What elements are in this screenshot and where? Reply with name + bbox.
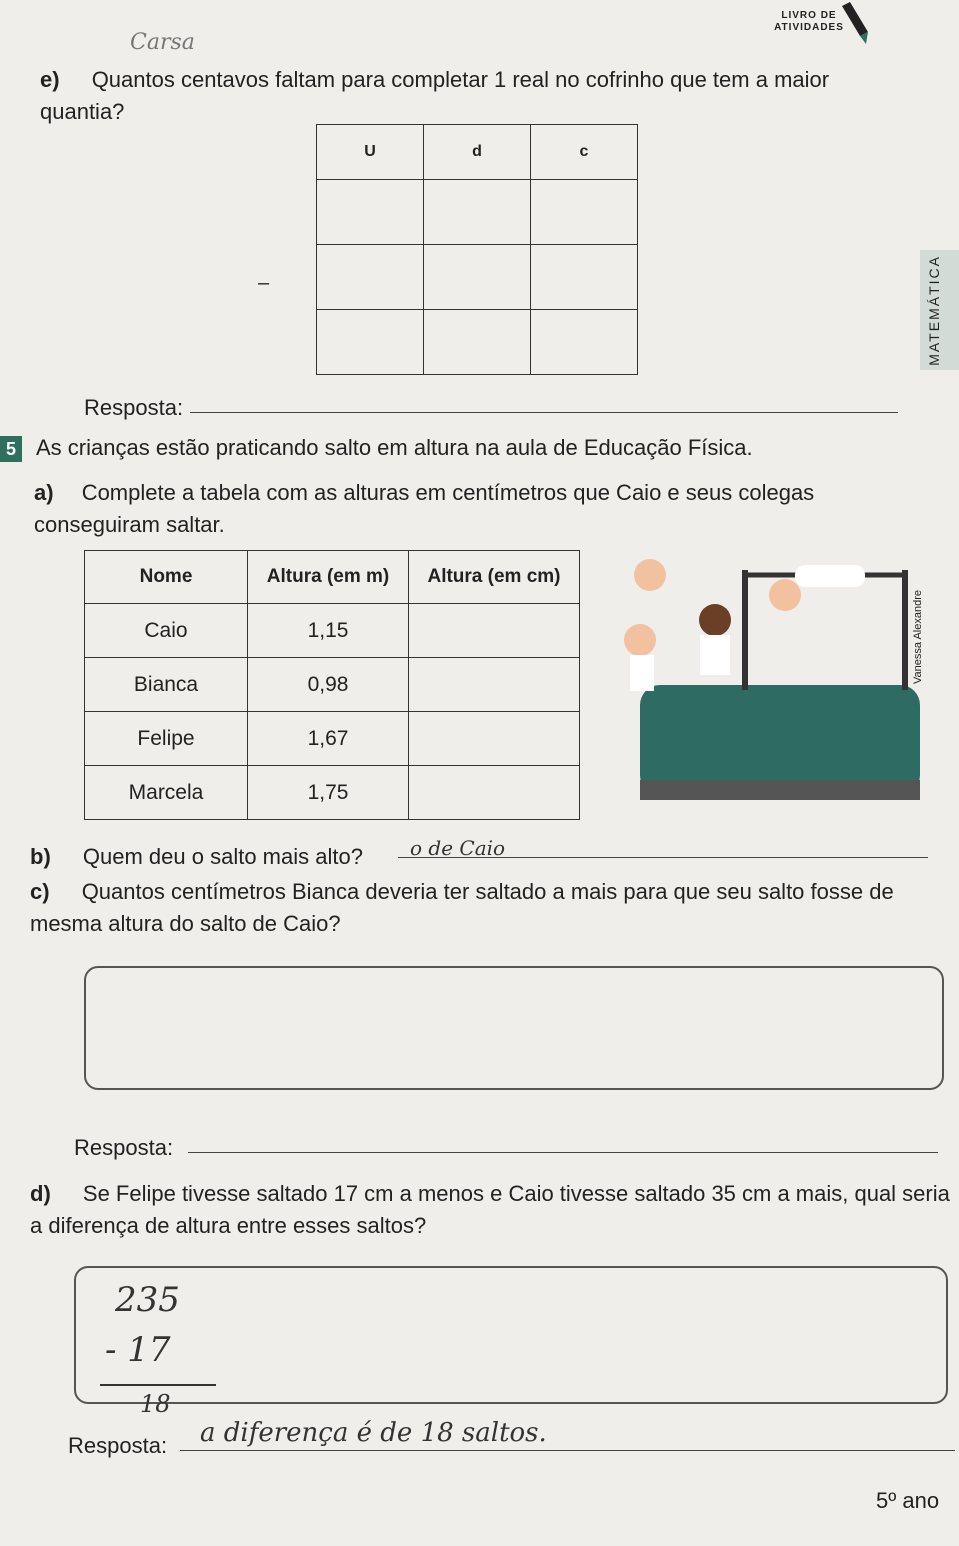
udc-table <box>316 124 638 375</box>
question-5c-text: Quantos centímetros Bianca deveria ter saltado a mais para que seu salto fosse de mesma altura do salto de Caio? <box>30 879 894 936</box>
table-row <box>85 766 580 820</box>
question-5b-label: b) <box>30 844 51 869</box>
answer-line-d[interactable] <box>180 1450 955 1451</box>
question-e-label: e) <box>40 67 60 92</box>
cell-name: Marcela <box>85 766 248 820</box>
udc-cell[interactable] <box>531 310 638 375</box>
badge-line2: ATIVIDADES <box>774 22 844 33</box>
cell-name: Caio <box>85 604 248 658</box>
udc-cell[interactable] <box>424 310 531 375</box>
question-5a <box>34 477 914 541</box>
question-5d-text: Se Felipe tivesse saltado 17 cm a menos e Caio tivesse saltado 35 cm a mais, qual seria a diferença de altura entre esses saltos? <box>30 1181 950 1238</box>
cell-meters: 1,75 <box>248 766 409 820</box>
table-row <box>85 658 580 712</box>
table-row <box>85 604 580 658</box>
badge-line1: LIVRO DE <box>781 10 837 21</box>
illustration-credit: Vanessa Alexandre <box>912 590 924 684</box>
question-5-intro: As crianças estão praticando salto em altura na aula de Educação Física. <box>36 435 753 460</box>
handwritten-sum-line <box>100 1384 216 1386</box>
header-altura-cm: Altura (em cm) <box>409 551 580 604</box>
answer-label-c: Resposta: <box>74 1135 174 1160</box>
header-d: d <box>424 125 531 180</box>
header-u: U <box>317 125 424 180</box>
question-5a-label: a) <box>34 480 54 505</box>
cell-cm[interactable] <box>409 712 580 766</box>
udc-cell[interactable] <box>424 245 531 310</box>
answer-line-e[interactable] <box>190 412 898 413</box>
header-nome: Nome <box>85 551 248 604</box>
udc-cell[interactable] <box>317 245 424 310</box>
handwritten-work-line1: 235 <box>115 1280 180 1320</box>
cell-meters: 0,98 <box>248 658 409 712</box>
cell-meters: 1,15 <box>248 604 409 658</box>
handwritten-work-result: 18 <box>140 1390 171 1418</box>
udc-cell[interactable] <box>317 180 424 245</box>
cell-name: Bianca <box>85 658 248 712</box>
high-jump-illustration <box>600 540 930 815</box>
question-5a-text: Complete a tabela com as alturas em centímetros que Caio e seus colegas conseguiram saltar. <box>34 480 815 537</box>
cell-cm[interactable] <box>409 658 580 712</box>
answer-label-e: Resposta: <box>84 395 184 420</box>
cell-meters: 1,67 <box>248 712 409 766</box>
handwritten-scribble-top: Carsa <box>130 30 195 55</box>
question-e-text: Quantos centavos faltam para completar 1 real no cofrinho que tem a maior quantia? <box>40 67 830 124</box>
header-altura-m: Altura (em m) <box>248 551 409 604</box>
jump-table <box>84 550 580 820</box>
question-5d <box>30 1178 955 1242</box>
question-5d-label: d) <box>30 1181 51 1206</box>
udc-cell[interactable] <box>317 310 424 375</box>
cell-name: Felipe <box>85 712 248 766</box>
cell-cm[interactable] <box>409 604 580 658</box>
handwritten-answer-b: o de Caio <box>410 836 506 860</box>
question-5c-label: c) <box>30 879 50 904</box>
cell-cm[interactable] <box>409 766 580 820</box>
handwritten-answer-d: a diferença é de 18 saltos. <box>200 1418 547 1448</box>
handwritten-work-line2: - 17 <box>105 1330 171 1370</box>
side-label-matematica: MATEMÁTICA <box>926 255 942 366</box>
grade-footer: 5º ano <box>876 1488 940 1513</box>
udc-cell[interactable] <box>424 180 531 245</box>
question-5c <box>30 876 940 940</box>
udc-cell[interactable] <box>531 245 638 310</box>
work-box-c[interactable] <box>84 966 944 1090</box>
pencil-icon <box>838 2 872 48</box>
table-row <box>85 712 580 766</box>
header-c: c <box>531 125 638 180</box>
udc-cell[interactable] <box>531 180 638 245</box>
question-number-text: 5 <box>5 439 16 459</box>
question-5b <box>30 841 363 873</box>
answer-label-d: Resposta: <box>68 1433 168 1458</box>
question-e <box>40 64 890 128</box>
minus-sign: – <box>258 272 270 294</box>
question-number-5 <box>0 436 22 462</box>
question-5b-text: Quem deu o salto mais alto? <box>82 844 363 869</box>
answer-line-c[interactable] <box>188 1152 938 1153</box>
